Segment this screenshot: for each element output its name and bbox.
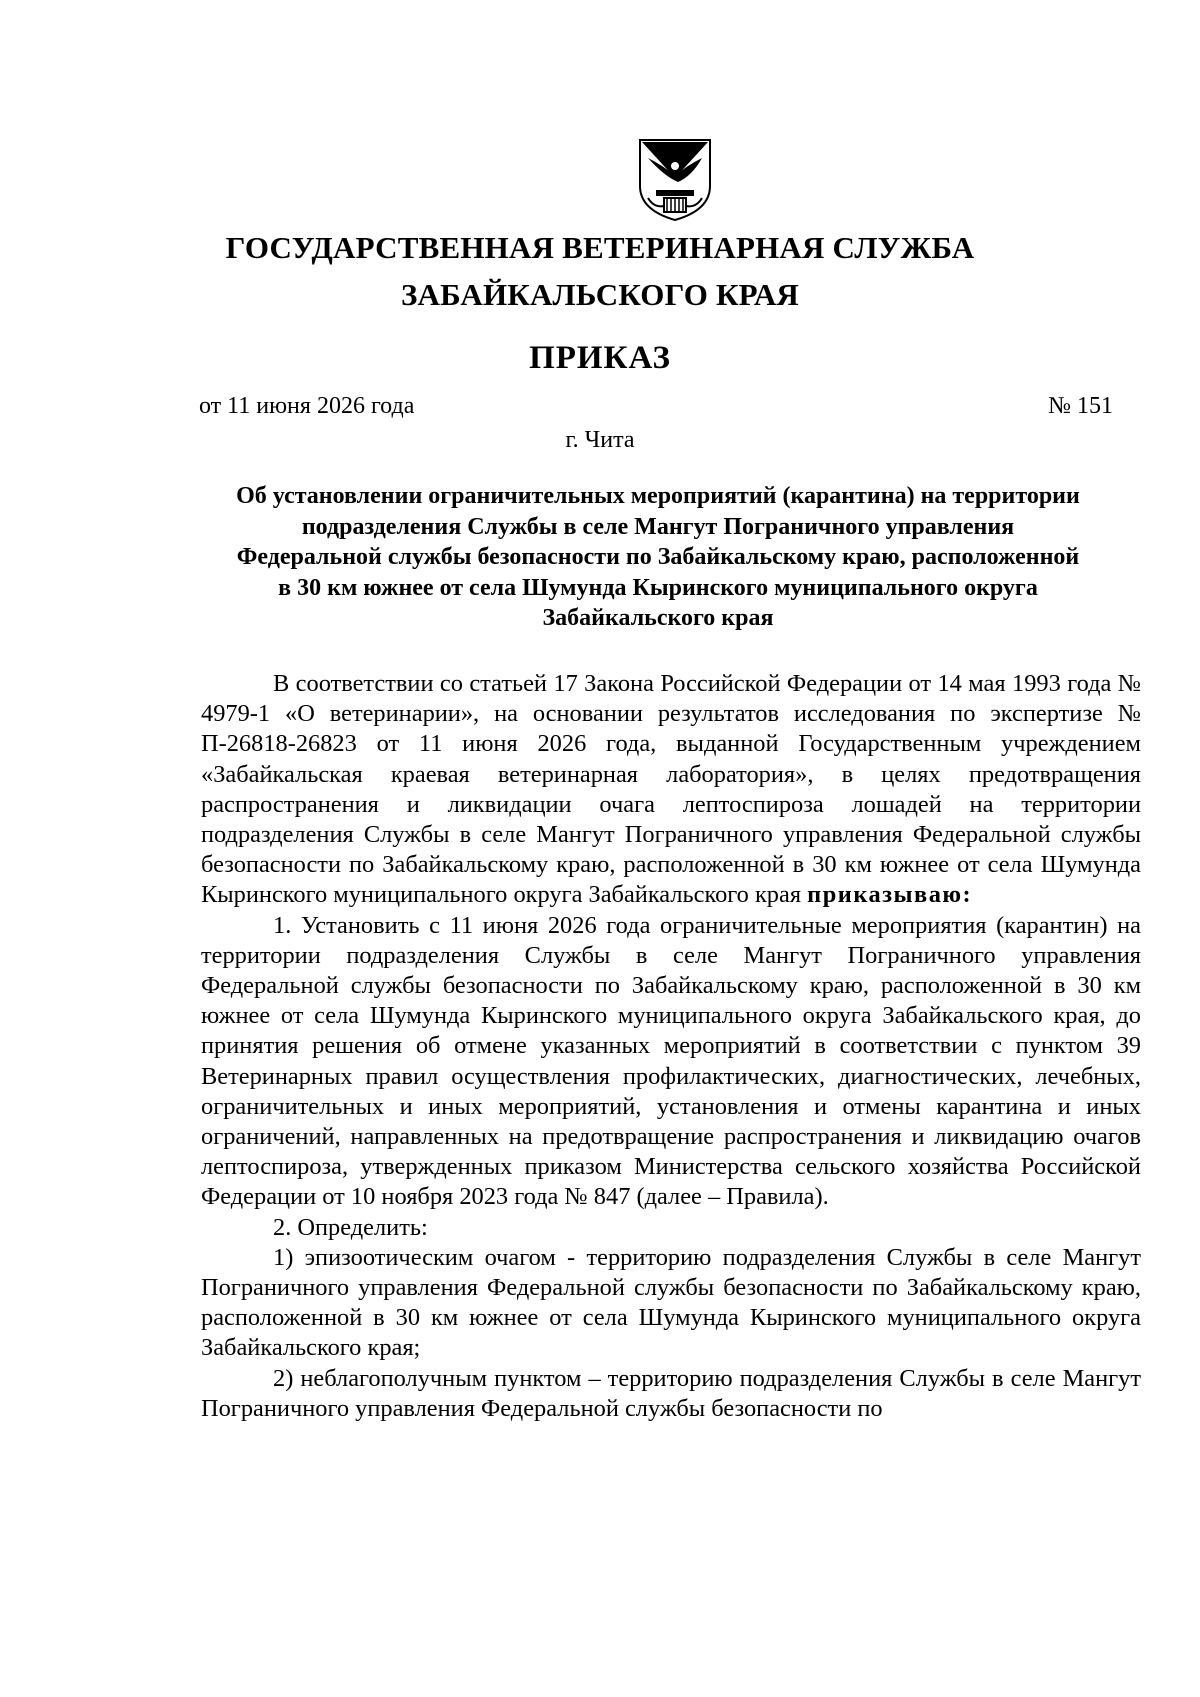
- organization-line-1: ГОСУДАРСТВЕННАЯ ВЕТЕРИНАРНАЯ СЛУЖБА: [225, 230, 975, 265]
- order-subject: Об установлении ограничительных мероприятий (карантина) на территории подразделения Службы в селе Мангут Пограничного управления Федеральной службы безопасности по Забайкальскому краю, расположенной в 30 км южнее от села Шумунда Кыринского муниципального округа Забайкальского края: [236, 483, 1080, 631]
- order-body: [201, 669, 1141, 1424]
- order-number: № 151: [1048, 393, 1113, 419]
- item-2-paragraph: 2. Определить:: [273, 1213, 428, 1241]
- document-type: ПРИКАЗ: [529, 340, 671, 376]
- organization-line-2: ЗАБАЙКАЛЬСКОГО КРАЯ: [400, 277, 800, 312]
- item-2-2-paragraph: 2) неблагополучным пунктом – территорию подразделения Службы в селе Мангут Пограничного управления Федеральной службы безопасности по: [201, 1364, 1141, 1422]
- item-2-1-paragraph: 1) эпизоотическим очагом - территорию подразделения Службы в селе Мангут Пограничного управления Федеральной службы безопасности по Забайкальскому краю, расположенной в 30 км южнее от села Шумунда Кыринского муниципального округа Забайкальского края;: [201, 1243, 1141, 1362]
- item-1-paragraph: 1. Установить с 11 июня 2026 года ограничительные мероприятия (карантин) на территории подразделения Службы в селе Мангут Пограничного управления Федеральной службы безопасности по Забайкальскому краю, расположенной в 30 км южнее от села Шумунда Кыринского муниципального округа Забайкальского края, до принятия решения об отмене указанных мероприятий в соответствии с пунктом 39 Ветеринарных правил осуществления профилактических, диагностических, лечебных, ограничительных и иных мероприятий, установления и отмены карантина и иных ограничений, направленных на предотвращение распространения и ликвидацию очагов лептоспироза, утвержденных приказом Министерства сельского хозяйства Российской Федерации от 10 ноября 2023 года № 847 (далее – Правила).: [201, 911, 1141, 1211]
- order-word: приказываю:: [807, 881, 973, 909]
- preamble-paragraph: [201, 669, 1141, 911]
- coat-of-arms-emblem: [634, 136, 716, 222]
- order-date: от 11 июня 2026 года: [199, 393, 415, 419]
- preamble-text: В соответствии со статьей 17 Закона Российской Федерации от 14 мая 1993 года № 4979-1 «О ветеринарии», на основании результатов исследования по экспертизе № П-26818-26823 от 11 июня 2026 года, выданной Государственным учреждением «Забайкальская краевая ветеринарная лаборатория», в целях предотвращения распространения и ликвидации очага лептоспироза лошадей на территории подразделения Службы в селе Мангут Пограничного управления Федеральной службы безопасности по Забайкальскому краю, расположенной в 30 км южнее от села Шумунда Кыринского муниципального округа Забайкальского края: [201, 670, 1141, 909]
- order-city: г. Чита: [565, 427, 635, 453]
- organization-name: [0, 224, 1200, 318]
